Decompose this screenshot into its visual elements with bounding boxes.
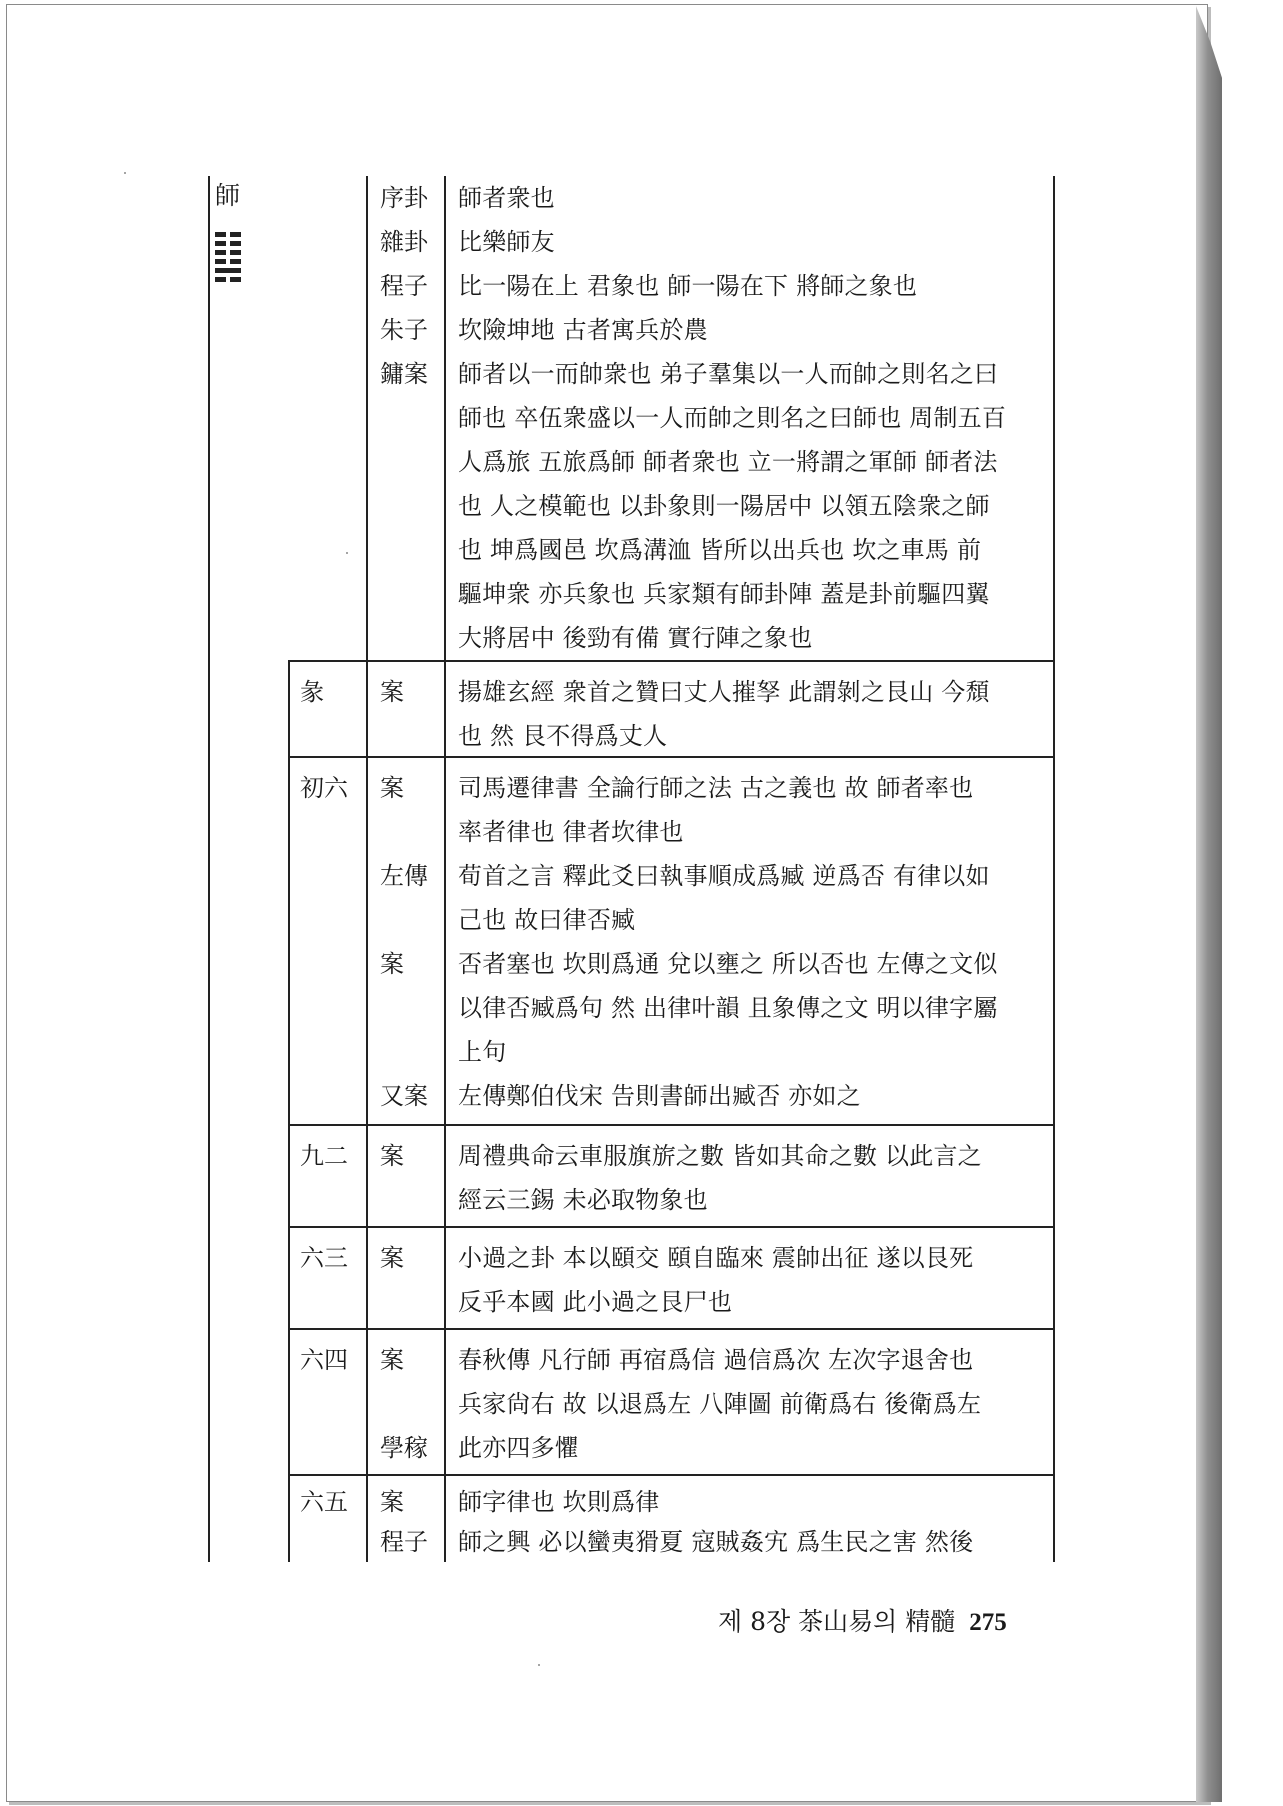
entry-tag: 序卦 — [380, 184, 428, 212]
entry-text: 此亦四多懼 — [458, 1434, 579, 1462]
entry-tag: 程子 — [380, 272, 428, 300]
entry-text: 否者塞也 坎則爲通 兌以壅之 所以否也 左傳之文似 以律否臧爲句 然 出律叶韻 且象傳之文 明以律字屬 上句 — [458, 950, 998, 1066]
table-yao-left-rule — [288, 660, 290, 1562]
page-curl-edge — [1196, 6, 1222, 1802]
entry-tag: 程子 — [380, 1528, 428, 1556]
chapter-title: 제 8장 茶山易의 精髓 — [718, 1607, 956, 1636]
scan-speck — [124, 172, 126, 174]
scan-speck — [346, 552, 348, 554]
entry-text: 師者衆也 — [458, 184, 555, 212]
entry-text: 比樂師友 — [458, 228, 555, 256]
entry-text: 春秋傳 凡行師 再宿爲信 過信爲次 左次字退舍也 兵家尙右 故 以退爲左 八陣圖 前衛爲右 後衛爲左 — [458, 1346, 982, 1418]
yao-label: 六三 — [300, 1244, 348, 1272]
entry-tag: 又案 — [380, 1082, 428, 1110]
hexagram-shi-icon — [215, 232, 255, 282]
entry-tag: 案 — [380, 1488, 404, 1516]
yao-label: 九二 — [300, 1142, 348, 1170]
entry-tag: 朱子 — [380, 316, 428, 344]
page-number: 275 — [969, 1609, 1007, 1636]
table-left-rule — [208, 176, 210, 1562]
entry-text: 左傳鄭伯伐宋 告則書師出臧否 亦如之 — [458, 1082, 861, 1110]
table-right-rule — [1053, 176, 1055, 1562]
page-footer — [718, 1602, 1007, 1638]
entry-text: 師者以一而帥衆也 弟子羣集以一人而帥之則名之曰 師也 卒伍衆盛以一人而帥之則名之曰師也 周制五百 人爲旅 五旅爲師 師者衆也 立一將謂之軍師 師者法 也 人之模範也 以卦象則一陽居中 以領五陰衆之師 也 坤爲國邑 坎爲溝洫 皆所以出兵也 坎之車馬 前 驅坤衆 亦兵象也 兵家類有師卦陣 蓋是卦前驅四翼 大將居中 後勁有備 實行陣之象也 — [458, 360, 1007, 652]
entry-tag: 學稼 — [380, 1434, 428, 1462]
hexagram-name: 師 — [215, 181, 241, 210]
commentary-table — [208, 176, 1055, 1562]
entry-tag: 案 — [380, 1142, 404, 1170]
entry-text: 小過之卦 本以頤交 頤自臨來 震帥出征 遂以艮死 反乎本國 此小過之艮尸也 — [458, 1244, 974, 1316]
entry-text: 師字律也 坎則爲律 — [458, 1488, 660, 1516]
entry-text: 坎險坤地 古者寓兵於農 — [458, 316, 708, 344]
entry-text: 司馬遷律書 全論行師之法 古之義也 故 師者率也 率者律也 律者坎律也 — [458, 774, 974, 846]
yao-label: 六四 — [300, 1346, 348, 1374]
hexagram-cell — [215, 178, 255, 286]
yao-label: 彖 — [300, 678, 324, 706]
entry-tag: 案 — [380, 774, 404, 802]
entry-tag: 鏞案 — [380, 360, 428, 388]
row-divider — [288, 1226, 1055, 1228]
entry-text: 揚雄玄經 衆首之贊曰丈人摧孥 此謂剝之艮山 今頹 也 然 艮不得爲丈人 — [458, 678, 990, 750]
row-divider — [288, 1124, 1055, 1126]
entry-tag: 案 — [380, 1244, 404, 1272]
entry-tag: 案 — [380, 1346, 404, 1374]
scan-speck — [538, 1664, 540, 1666]
entry-tag: 案 — [380, 950, 404, 978]
entry-text: 周禮典命云車服旗旂之數 皆如其命之數 以此言之 經云三錫 未必取物象也 — [458, 1142, 982, 1214]
yao-label: 初六 — [300, 774, 348, 802]
row-divider — [288, 1474, 1055, 1476]
entry-tag: 左傳 — [380, 862, 428, 890]
row-divider — [288, 660, 1055, 662]
entry-tag: 案 — [380, 678, 404, 706]
entry-text: 師之興 必以蠻夷猾夏 寇賊姦宄 爲生民之害 然後 — [458, 1528, 974, 1556]
entry-text: 比一陽在上 君象也 師一陽在下 將師之象也 — [458, 272, 918, 300]
entry-text: 荀首之言 釋此爻曰執事順成爲臧 逆爲否 有律以如 己也 故曰律否臧 — [458, 862, 990, 934]
yao-label: 六五 — [300, 1488, 348, 1516]
entry-tag: 雜卦 — [380, 228, 428, 256]
row-divider — [288, 1328, 1055, 1330]
